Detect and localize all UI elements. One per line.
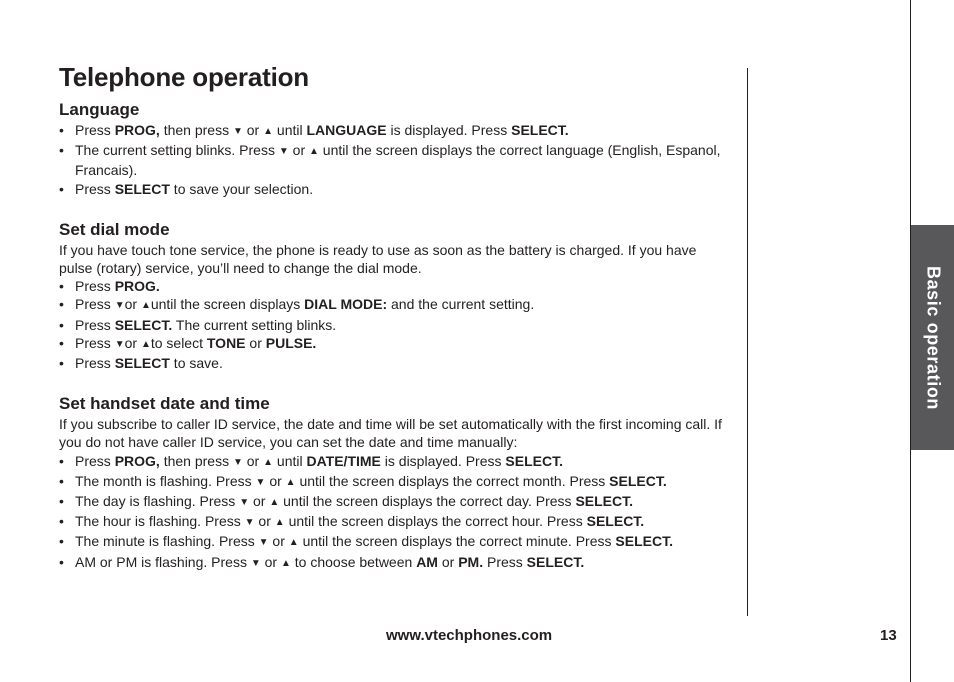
- key-label: TONE: [206, 334, 246, 351]
- text-segment: Press: [483, 553, 527, 570]
- up-arrow-icon: ▲: [288, 537, 299, 549]
- key-label: SELECT.: [511, 122, 569, 138]
- bullet-list: [59, 452, 733, 573]
- key-label: PULSE.: [265, 334, 317, 351]
- text-segment: until the screen displays the correct day. Press: [279, 493, 576, 510]
- text-segment: or: [242, 452, 264, 469]
- list-item: [59, 532, 733, 552]
- list-item: [59, 334, 733, 354]
- up-arrow-icon: ▲: [263, 456, 274, 468]
- text-segment: AM or PM is flashing. Press: [75, 553, 251, 570]
- text-segment: until: [273, 452, 307, 469]
- text-segment: The hour is flashing. Press: [75, 513, 245, 530]
- down-arrow-icon: ▼: [255, 476, 266, 488]
- text-segment: to save your selection.: [169, 180, 314, 197]
- text-segment: or: [242, 122, 264, 138]
- down-arrow-icon: ▼: [232, 126, 243, 137]
- key-label: DIAL MODE:: [304, 296, 388, 313]
- list-item: [59, 452, 733, 472]
- text-segment: or: [288, 142, 310, 159]
- side-tab-label: Basic operation: [923, 265, 943, 410]
- text-segment: or: [265, 472, 286, 489]
- text-segment: until: [273, 122, 307, 138]
- page-number: 13: [880, 627, 897, 644]
- text-segment: is displayed. Press: [386, 122, 512, 138]
- list-item: [59, 512, 733, 532]
- bullet-list: [59, 121, 733, 198]
- down-arrow-icon: ▼: [278, 146, 289, 158]
- down-arrow-icon: ▼: [114, 338, 125, 350]
- key-label: SELECT: [114, 355, 170, 372]
- key-label: SELECT.: [505, 452, 563, 469]
- key-label: SELECT: [114, 180, 170, 197]
- section-intro: If you subscribe to caller ID service, the date and time will be set automatically with the first incoming call. If you do not have caller ID service, you can set the date and time manually:: [59, 416, 722, 451]
- text-segment: or: [437, 553, 459, 570]
- up-arrow-icon: ▲: [263, 126, 274, 137]
- list-item: [59, 492, 733, 512]
- up-arrow-icon: ▲: [309, 146, 319, 158]
- key-label: SELECT.: [586, 513, 645, 530]
- up-arrow-icon: ▲: [269, 497, 280, 509]
- text-segment: The current setting blinks. Press: [75, 142, 279, 159]
- text-segment: until the screen displays the correct minute. Press: [298, 533, 616, 550]
- text-segment: or: [268, 533, 289, 550]
- down-arrow-icon: ▼: [258, 537, 269, 549]
- up-arrow-icon: ▲: [140, 300, 151, 312]
- text-segment: Press: [75, 122, 115, 138]
- text-segment: and the current setting.: [387, 296, 535, 313]
- text-segment: Press: [75, 355, 115, 372]
- list-item: [59, 472, 733, 492]
- text-segment: is displayed. Press: [380, 452, 506, 469]
- key-label: PM.: [458, 553, 484, 570]
- text-segment: Press: [75, 180, 115, 197]
- section-title: Set dial mode: [59, 219, 170, 239]
- text-segment: to choose between: [290, 553, 417, 570]
- key-label: AM: [416, 553, 438, 570]
- key-label: SELECT.: [575, 493, 634, 510]
- up-arrow-icon: ▲: [285, 476, 296, 488]
- text-segment: to save.: [169, 355, 223, 372]
- list-item: [59, 316, 733, 334]
- key-label: SELECT.: [526, 553, 585, 570]
- list-item: [59, 121, 733, 141]
- text-segment: The current setting blinks.: [172, 316, 337, 333]
- text-segment: Press: [75, 296, 115, 313]
- list-item: [59, 141, 733, 179]
- key-label: PROG.: [114, 278, 160, 295]
- text-segment: until the screen displays: [150, 296, 305, 313]
- text-segment: to select: [150, 334, 207, 351]
- key-label: PROG,: [114, 452, 160, 469]
- text-segment: or: [124, 296, 141, 313]
- section-set-dial-mode: [59, 220, 733, 372]
- section-set-handset-date-and-time: [59, 394, 733, 573]
- section-title: Set handset date and time: [59, 394, 270, 414]
- list-item: [59, 277, 733, 295]
- section-intro: If you have touch tone service, the phone is ready to use as soon as the battery is charged. If you have pulse (rotary) service, you’ll need to change the dial mode.: [59, 241, 697, 277]
- up-arrow-icon: ▲: [280, 557, 291, 569]
- list-item: [59, 354, 733, 372]
- key-label: PROG,: [114, 122, 160, 138]
- text-segment: or: [254, 513, 275, 530]
- list-item: [59, 180, 733, 198]
- section-title: Language: [59, 100, 140, 119]
- text-segment: Press: [75, 316, 115, 333]
- text-segment: until the screen displays the correct language (English, Espanol, Francais).: [75, 142, 721, 179]
- key-label: LANGUAGE: [306, 122, 387, 138]
- content-column: [59, 100, 733, 573]
- down-arrow-icon: ▼: [239, 497, 250, 509]
- text-segment: then press: [159, 452, 233, 469]
- text-segment: or: [260, 553, 281, 570]
- down-arrow-icon: ▼: [114, 300, 125, 312]
- text-segment: The month is flashing. Press: [75, 472, 256, 489]
- text-segment: until the screen displays the correct month. Press: [295, 472, 610, 489]
- down-arrow-icon: ▼: [250, 557, 261, 569]
- text-segment: until the screen displays the correct hour. Press: [284, 513, 587, 530]
- key-label: SELECT.: [615, 533, 673, 550]
- text-segment: Press: [75, 278, 115, 295]
- bullet-list: [59, 277, 733, 372]
- text-segment: then press: [159, 122, 233, 138]
- key-label: SELECT.: [114, 316, 173, 333]
- footer-url: www.vtechphones.com: [386, 627, 553, 644]
- key-label: DATE/TIME: [306, 452, 381, 469]
- text-segment: or: [249, 493, 270, 510]
- down-arrow-icon: ▼: [244, 517, 255, 529]
- key-label: SELECT.: [609, 472, 667, 489]
- up-arrow-icon: ▲: [274, 517, 285, 529]
- down-arrow-icon: ▼: [232, 456, 243, 468]
- text-segment: The minute is flashing. Press: [75, 533, 259, 550]
- page-title: Telephone operation: [59, 62, 309, 92]
- list-item: [59, 295, 733, 315]
- text-segment: or: [124, 334, 141, 351]
- text-segment: The day is flashing. Press: [75, 493, 240, 510]
- column-divider: [747, 68, 748, 616]
- text-segment: Press: [75, 452, 115, 469]
- text-segment: or: [245, 334, 266, 351]
- section-language: [59, 100, 733, 198]
- text-segment: Press: [75, 334, 115, 351]
- side-tab-basic-operation: [911, 225, 954, 450]
- list-item: [59, 553, 733, 573]
- up-arrow-icon: ▲: [140, 338, 151, 350]
